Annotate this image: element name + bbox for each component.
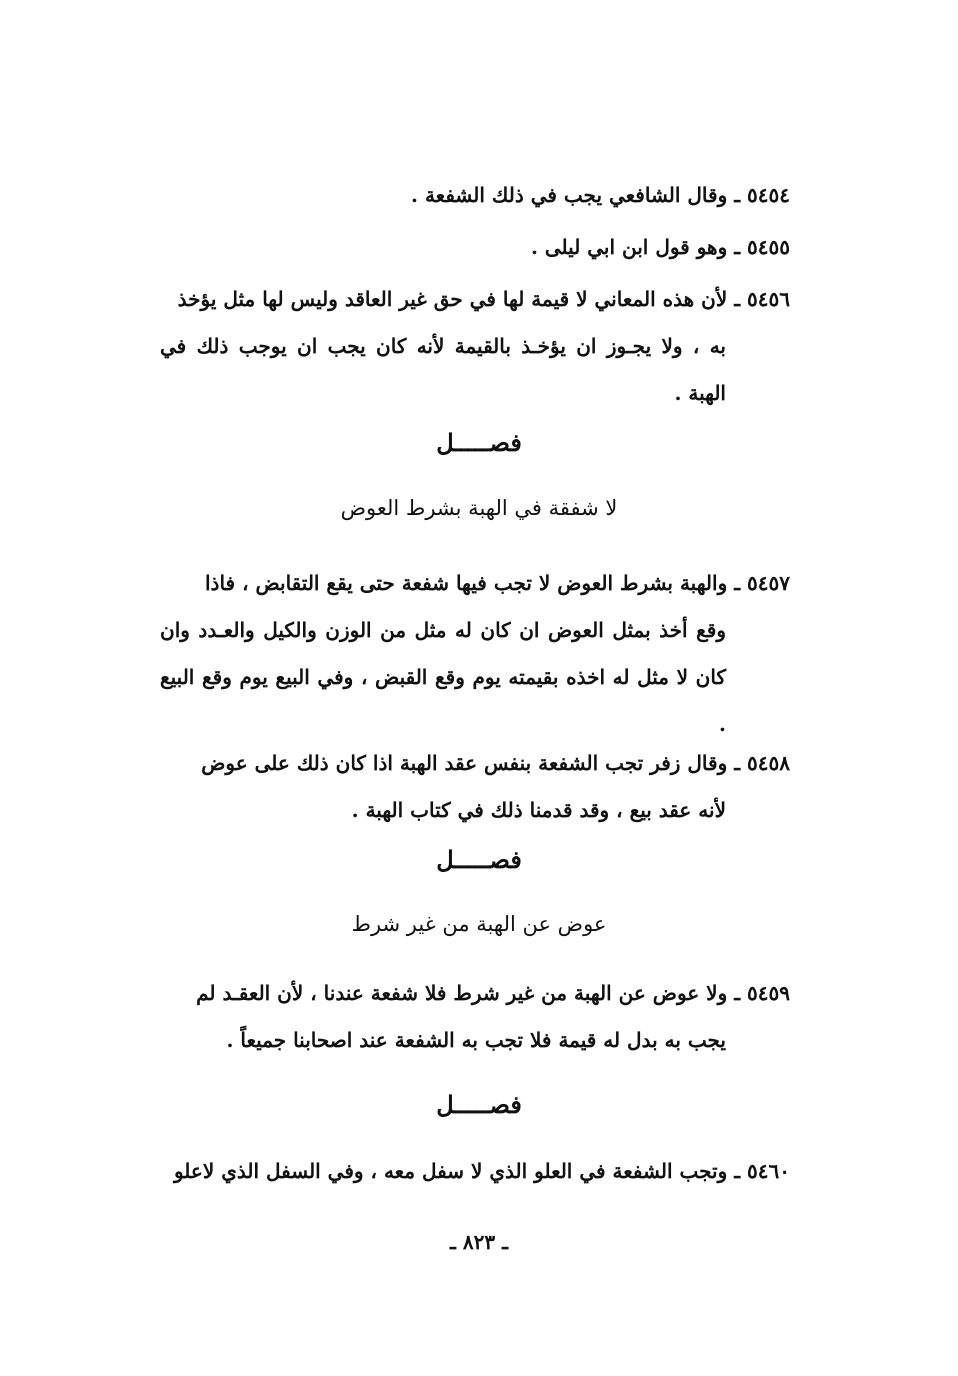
paragraph-number: ٥٤٥٧ [747, 571, 790, 595]
paragraph-5455 [160, 224, 790, 271]
paragraph-text: ـ وتجب الشفعة في العلو الذي لا سفل معه ، وفي السفل الذي لاعلو [173, 1159, 748, 1183]
paragraph-5458 [160, 740, 790, 834]
section-subheading: عوض عن الهبة من غير شرط [351, 912, 607, 936]
paragraph-continuation: به ، ولا يجـوز ان يؤخـذ بالقيمة لأنه كان يجب ان يوجب ذلك في الهبة . [160, 334, 726, 405]
paragraph-5457 [160, 560, 790, 748]
paragraph-text: ـ وهو قول ابن ابي ليلى . [530, 235, 748, 259]
paragraph-continuation: وقع أخذ بمثل العوض ان كان له مثل من الوزن والكيل والعـدد وان كان لا مثل له اخذه بقيمته يوم وقع القبض ، وفي البيع يوم وقع البيع . [160, 618, 726, 736]
paragraph-5454 [160, 172, 790, 219]
paragraph-first-line [160, 740, 790, 787]
paragraph-number: ٥٤٥٩ [747, 981, 790, 1005]
paragraph-text: ـ والهبة بشرط العوض لا تجب فيها شفعة حتى يقع التقابض ، فاذا [205, 571, 748, 595]
paragraph-text: ـ وقال الشافعي يجب في ذلك الشفعة . [411, 183, 748, 207]
page-number: ـ ٨٢٣ ـ [450, 1230, 508, 1254]
paragraph-5456 [160, 276, 790, 417]
paragraph-first-line [160, 276, 790, 323]
paragraph-number: ٥٤٥٦ [747, 287, 790, 311]
paragraph-5459 [160, 970, 790, 1064]
section-heading: فصـــــل [436, 1090, 522, 1119]
paragraph-text: ـ ولا عوض عن الهبة من غير شرط فلا شفعة عندنا ، لأن العقـد لم [196, 981, 748, 1005]
section-subheading: لا شفقة في الهبة بشرط العوض [340, 496, 618, 520]
paragraph-continuation: لأنه عقد بيع ، وقد قدمنا ذلك في كتاب الهبة . [351, 798, 726, 822]
paragraph-text: ـ وقال زفر تجب الشفعة بنفس عقد الهبة اذا كان ذلك على عوض [201, 751, 748, 775]
paragraph-number: ٥٤٥٤ [747, 183, 790, 207]
paragraph-text: ـ لأن هذه المعاني لا قيمة لها في حق غير العاقد وليس لها مثل يؤخذ [177, 287, 748, 311]
paragraph-5460 [160, 1148, 790, 1195]
paragraph-number: ٥٤٥٨ [747, 751, 790, 775]
paragraph-continuation: يجب به بدل له قيمة فلا تجب به الشفعة عند اصحابنا جميعاً . [226, 1028, 726, 1052]
section-heading: فصـــــل [436, 428, 522, 457]
paragraph-number: ٥٤٥٥ [747, 235, 790, 259]
paragraph-first-line [160, 970, 790, 1017]
section-heading: فصـــــل [436, 845, 522, 874]
paragraph-number: ٥٤٦٠ [747, 1159, 790, 1183]
paragraph-first-line [160, 560, 790, 607]
